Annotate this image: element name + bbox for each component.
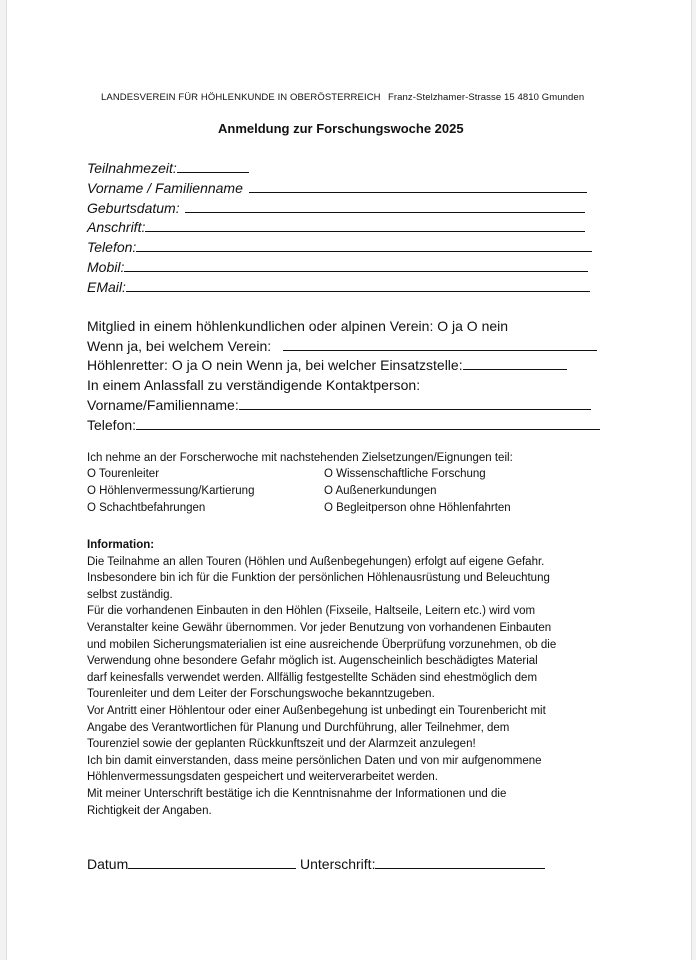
input-line-datum[interactable] [128,856,296,869]
option-wissenschaftliche-forschung[interactable]: O Wissenschaftliche Forschung [324,468,486,480]
label-telefon: Telefon: [87,239,137,255]
input-line-kontakt-telefon[interactable] [136,417,600,430]
label-mobil: Mobil: [87,259,125,275]
input-line-kontakt-name[interactable] [239,397,591,410]
text-kontakt: In einem Anlassfall zu verständigende Kontaktperson: [87,377,421,393]
label-kontakt-name: Vorname/Familienname: [87,397,239,413]
input-line-unterschrift[interactable] [375,856,545,869]
field-einsatzstelle[interactable] [87,357,567,373]
label-teilnahmezeit: Teilnahmezeit: [87,160,177,176]
field-name[interactable] [87,180,587,196]
input-line-anschrift[interactable] [145,219,585,232]
input-line-teilnahmezeit[interactable] [177,160,249,173]
form-title: Anmeldung zur Forschungswoche 2025 [218,121,464,136]
option-begleitperson[interactable]: O Begleitperson ohne Höhlenfahrten [324,502,511,514]
info-line: Mit meiner Unterschrift bestätige ich die Kenntnisnahme der Informationen und die [87,787,507,800]
option-tourenleiter[interactable]: O Tourenleiter [87,468,160,480]
field-verein[interactable] [87,338,597,354]
label-anschrift: Anschrift: [87,219,146,235]
label-retter: Höhlenretter: O ja O nein Wenn ja, bei welcher Einsatzstelle: [87,357,463,373]
information-section [87,537,627,819]
label-unterschrift: Unterschrift: [300,856,376,872]
input-line-verein[interactable] [283,338,597,351]
field-teilnahmezeit[interactable] [87,160,249,176]
field-geburtsdatum[interactable] [87,200,585,216]
org-name: LANDESVEREIN FÜR HÖHLENKUNDE IN OBERÖSTERREICH [101,92,381,103]
info-line: Angabe des Verantwortlichen für Planung und Durchführung, aller Teilnehmer, dem [87,721,510,734]
input-line-name[interactable] [249,180,587,193]
input-line-telefon[interactable] [136,239,592,252]
input-line-geburtsdatum[interactable] [185,200,585,213]
label-kontakt-telefon: Telefon: [87,417,137,433]
field-mobil[interactable] [87,259,588,275]
info-line: Richtigkeit der Angaben. [87,804,212,817]
info-line: Höhlenvermessungsdaten gespeichert und weiterverarbeitet werden. [87,771,438,784]
form-page [6,0,692,960]
field-datum[interactable] [87,856,296,872]
label-email: EMail: [87,279,126,295]
label-name: Vorname / Familienname [87,180,243,196]
info-line: Für die vorhandenen Einbauten in den Höhlen (Fixseile, Haltseile, Leitern etc.) wird vom [87,605,536,618]
option-schachtbefahrungen[interactable]: O Schachtbefahrungen [87,502,206,514]
info-line: Veranstalter keine Gewähr übernommen. Vor jeder Benutzung von vorhandenen Einbauten [87,621,552,634]
field-kontakt-telefon[interactable] [87,417,600,433]
input-line-email[interactable] [126,279,590,292]
label-geburtsdatum: Geburtsdatum: [87,200,180,216]
input-line-mobil[interactable] [124,259,588,272]
option-hoehlenvermessung[interactable]: O Höhlenvermessung/Kartierung [87,485,255,497]
info-line: Tourenleiter und dem Leiter der Forschungswoche bekanntzugeben. [87,688,435,701]
zielsetzungen-intro: Ich nehme an der Forscherwoche mit nachstehenden Zielsetzungen/Eignungen teil: [87,452,513,464]
info-line: und mobilen Sicherungsmaterialien ist eine ausreichende Überprüfung vorzunehmen, ob die [87,638,557,651]
info-line: Verwendung ohne besondere Gefahr möglich ist. Augenscheinlich beschädigtes Material [87,655,538,668]
info-line: Die Teilnahme an allen Touren (Höhlen und Außenbegehungen) erfolgt auf eigene Gefahr. [87,555,545,568]
information-heading: Information: [87,539,155,551]
info-line: selbst zuständig. [87,588,173,601]
info-line: darf keinesfalls verwendet werden. Allfällig festgestellte Schäden sind ehestmöglich dem [87,671,538,684]
label-datum: Datum [87,856,129,872]
option-aussenerkundungen[interactable]: O Außenerkundungen [324,485,437,497]
org-address: Franz-Stelzhamer-Strasse 15 4810 Gmunden [388,92,585,103]
label-verein: Wenn ja, bei welchem Verein: [87,338,272,354]
info-line: Tourenziel sowie der geplanten Rückkunftszeit und der Alarmzeit anzulegen! [87,738,476,751]
info-line: Ich bin damit einverstanden, dass meine persönlichen Daten und von mir aufgenommene [87,754,542,767]
field-kontakt-name[interactable] [87,397,591,413]
field-telefon[interactable] [87,239,592,255]
text-mitglied: Mitglied in einem höhlenkundlichen oder alpinen Verein: O ja O nein [87,318,509,334]
info-line: Vor Antritt einer Höhlentour oder einer Außenbegehung ist unbedingt ein Tourenbericht mit [87,704,546,717]
info-line: Insbesondere bin ich für die Funktion der persönlichen Höhlenausrüstung und Beleuchtung [87,572,550,585]
field-unterschrift[interactable] [300,856,545,872]
field-anschrift[interactable] [87,219,585,235]
field-email[interactable] [87,279,590,295]
input-line-einsatzstelle[interactable] [463,357,567,370]
